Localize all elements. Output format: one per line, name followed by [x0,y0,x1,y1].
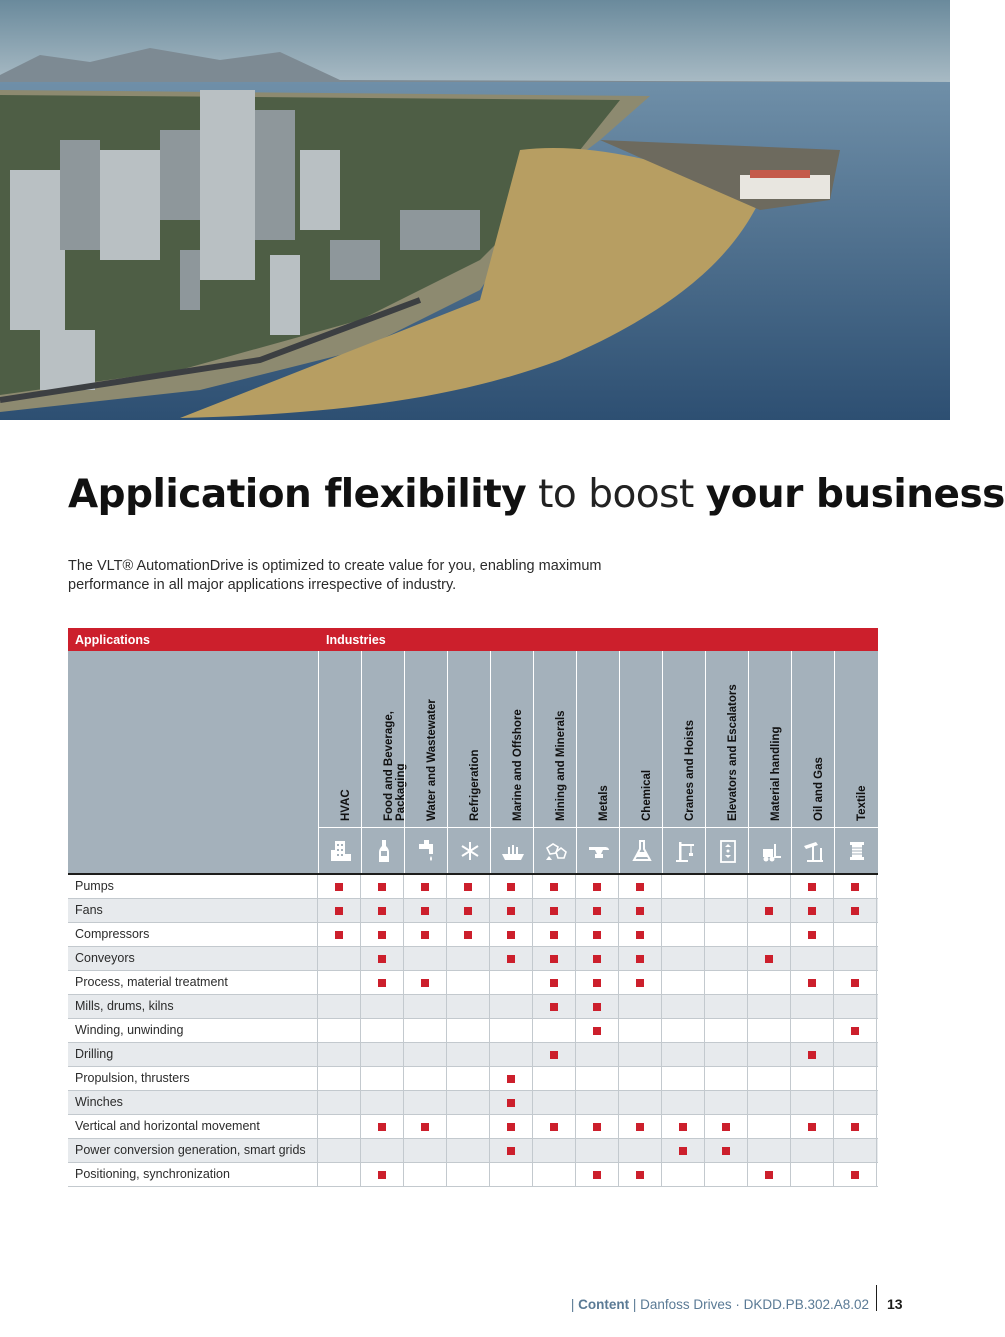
industry-label: Oil and Gas [813,757,825,821]
industry-divider [749,827,792,828]
empty-cell [318,1043,361,1066]
empty-cell [447,1067,490,1090]
minerals-icon [545,838,567,864]
industry-divider [577,827,620,828]
empty-cell [619,1043,662,1066]
applicable-marker [490,875,533,898]
industry-label: Chemical [641,769,653,821]
empty-cell [318,971,361,994]
industry-divider [405,827,448,828]
applicable-marker [490,1115,533,1138]
applicable-marker [576,1163,619,1186]
applicable-marker [834,899,877,922]
applicable-marker [533,1115,576,1138]
applicable-marker [619,971,662,994]
empty-cell [748,1019,791,1042]
bottle-icon [373,838,395,864]
applications-industries-table [68,628,878,1187]
table-row [68,1115,878,1138]
industry-label: Mining and Minerals [555,710,567,821]
application-label: Pumps [75,879,114,893]
empty-cell [576,1043,619,1066]
empty-cell [533,1091,576,1114]
industry-column-chemical [619,651,662,873]
industry-divider [620,827,663,828]
applicable-marker [533,875,576,898]
empty-cell [404,1163,447,1186]
application-label: Compressors [75,927,150,941]
application-label: Winches [75,1095,123,1109]
industries-header: Industries [326,633,386,647]
empty-cell [748,875,791,898]
empty-cell [619,995,662,1018]
empty-cell [490,1019,533,1042]
applicable-marker [834,971,877,994]
applicable-marker [404,1115,447,1138]
empty-cell [791,1163,834,1186]
applicable-marker [361,875,404,898]
empty-cell [447,1019,490,1042]
application-label: Power conversion generation, smart grids [75,1143,306,1157]
empty-cell [748,995,791,1018]
applicable-marker [748,947,791,970]
spool-icon [846,838,868,864]
empty-cell [705,1091,748,1114]
empty-cell [318,995,361,1018]
industry-column-marine-and-offshore [490,651,533,873]
empty-cell [361,1043,404,1066]
industry-label: Cranes and Hoists [684,720,696,821]
empty-cell [834,1139,877,1162]
empty-cell [318,1067,361,1090]
application-label: Mills, drums, kilns [75,999,174,1013]
applicable-marker [533,899,576,922]
applicable-marker [619,1115,662,1138]
empty-cell [361,1091,404,1114]
empty-cell [447,1139,490,1162]
industry-divider [534,827,577,828]
industry-divider [362,827,405,828]
applicable-marker [576,947,619,970]
industry-label: Metals [598,785,610,821]
empty-cell [748,1043,791,1066]
applicable-marker [361,971,404,994]
industry-divider [448,827,491,828]
applicable-marker [318,899,361,922]
applicable-marker [705,1139,748,1162]
applicable-marker [533,947,576,970]
applicable-marker [576,971,619,994]
empty-cell [662,947,705,970]
empty-cell [834,923,877,946]
industry-divider [319,827,362,828]
empty-cell [705,899,748,922]
table-row [68,1163,878,1186]
snowflake-icon [459,838,481,864]
empty-cell [318,1163,361,1186]
applicable-marker [447,923,490,946]
applicable-marker [361,1163,404,1186]
applicable-marker [318,875,361,898]
applicable-marker [834,1019,877,1042]
empty-cell [361,1139,404,1162]
empty-cell [834,1043,877,1066]
table-body [68,875,878,1187]
industry-divider [792,827,835,828]
empty-cell [834,947,877,970]
application-label: Propulsion, thrusters [75,1071,190,1085]
table-row [68,971,878,994]
applicable-marker [490,1067,533,1090]
empty-cell [662,1163,705,1186]
industry-header-band [68,651,878,873]
empty-cell [576,1067,619,1090]
empty-cell [791,1091,834,1114]
applicable-marker [662,1139,705,1162]
footer-text: | Content | Danfoss Drives · DKDD.PB.302.A8.02 [570,1297,869,1312]
title-part-light: to boost [538,472,694,517]
application-label: Process, material treatment [75,975,228,989]
empty-cell [662,1067,705,1090]
empty-cell [662,1043,705,1066]
empty-cell [533,1163,576,1186]
applicable-marker [748,1163,791,1186]
empty-cell [404,1067,447,1090]
anvil-icon [588,838,610,864]
applicable-marker [490,947,533,970]
empty-cell [748,1091,791,1114]
applicable-marker [361,923,404,946]
empty-cell [791,947,834,970]
applicable-marker [834,1163,877,1186]
industry-column-mining-and-minerals [533,651,576,873]
empty-cell [791,1019,834,1042]
empty-cell [619,1091,662,1114]
footer-document: Danfoss Drives · DKDD.PB.302.A8.02 [640,1297,869,1312]
empty-cell [748,971,791,994]
empty-cell [447,1043,490,1066]
empty-cell [619,1067,662,1090]
title-part-bold-2: your business [705,472,1005,517]
empty-cell [447,995,490,1018]
empty-cell [619,1019,662,1042]
empty-cell [705,971,748,994]
industry-divider [663,827,706,828]
industry-column-material-handling [748,651,791,873]
application-label: Fans [75,903,103,917]
empty-cell [533,1019,576,1042]
empty-cell [447,1163,490,1186]
empty-cell [404,1091,447,1114]
industry-column-water-and-wastewater [404,651,447,873]
applicable-marker [361,899,404,922]
empty-cell [318,947,361,970]
table-header [68,628,878,651]
industry-label: Refrigeration [469,749,481,821]
applicable-marker [791,923,834,946]
applicable-marker [404,971,447,994]
empty-cell [318,1115,361,1138]
applicable-marker [619,947,662,970]
empty-cell [447,1091,490,1114]
applicable-marker [576,899,619,922]
empty-cell [404,1019,447,1042]
applicable-marker [619,1163,662,1186]
ship-icon [502,838,524,864]
applicable-marker [318,923,361,946]
applicable-marker [791,1043,834,1066]
industry-divider [491,827,534,828]
applications-header: Applications [75,633,151,647]
empty-cell [447,971,490,994]
industry-label: Food and Beverage, Packaging [383,711,407,821]
page-number-divider [876,1285,877,1311]
industry-column-oil-and-gas [791,651,834,873]
applicable-marker [791,971,834,994]
empty-cell [705,1067,748,1090]
applicable-marker [576,923,619,946]
empty-cell [318,1019,361,1042]
empty-cell [490,971,533,994]
industry-column-refrigeration [447,651,490,873]
applicable-marker [619,875,662,898]
industry-label: Textile [856,785,868,821]
building-icon [330,838,352,864]
applicable-marker [576,1019,619,1042]
empty-cell [361,995,404,1018]
empty-cell [318,1091,361,1114]
table-row [68,947,878,970]
empty-cell [318,1139,361,1162]
applicable-marker [619,899,662,922]
applicable-marker [748,899,791,922]
applicable-marker [490,1091,533,1114]
flask-icon [631,838,653,864]
empty-cell [662,923,705,946]
empty-cell [490,995,533,1018]
applicable-marker [834,1115,877,1138]
application-label: Conveyors [75,951,135,965]
applicable-marker [576,1115,619,1138]
empty-cell [834,1091,877,1114]
title-part-bold-1: Application flexibility [68,472,527,517]
applicable-marker [533,995,576,1018]
applicable-marker [533,971,576,994]
table-row [68,1091,878,1114]
applicable-marker [447,875,490,898]
empty-cell [705,995,748,1018]
empty-cell [705,923,748,946]
applicable-marker [533,1043,576,1066]
applicable-marker [834,875,877,898]
empty-cell [619,1139,662,1162]
page-number: 13 [887,1296,903,1312]
empty-cell [748,1067,791,1090]
industry-column-elevators-and-escalators [705,651,748,873]
applicable-marker [576,995,619,1018]
empty-cell [662,971,705,994]
industry-column-metals [576,651,619,873]
empty-cell [361,1019,404,1042]
empty-cell [662,1019,705,1042]
table-row [68,899,878,922]
industry-column-hvac [318,651,361,873]
empty-cell [404,947,447,970]
applicable-marker [490,899,533,922]
table-row [68,875,878,898]
application-label: Positioning, synchronization [75,1167,230,1181]
applicable-marker [447,899,490,922]
industry-divider [706,827,749,828]
empty-cell [705,947,748,970]
empty-cell [404,995,447,1018]
empty-cell [705,1163,748,1186]
applicable-marker [490,1139,533,1162]
empty-cell [533,1067,576,1090]
empty-cell [662,899,705,922]
empty-cell [791,995,834,1018]
empty-cell [705,875,748,898]
industry-label: Marine and Offshore [512,709,524,821]
water-tap-icon [416,838,438,864]
intro-paragraph: The VLT® AutomationDrive is optimized to create value for you, enabling maximum performance in all major applications irrespective of industry. [68,558,602,593]
empty-cell [490,1163,533,1186]
empty-cell [447,1115,490,1138]
empty-cell [576,1091,619,1114]
table-row [68,923,878,946]
applicable-marker [404,899,447,922]
industry-column-food-and-beverage-packaging [361,651,407,873]
applicable-marker [404,875,447,898]
applicable-marker [576,875,619,898]
industry-label: Elevators and Escalators [727,684,739,821]
application-label: Drilling [75,1047,114,1061]
applicable-marker [490,923,533,946]
application-label: Winding, unwinding [75,1023,184,1037]
empty-cell [533,1139,576,1162]
applicable-marker [361,1115,404,1138]
industry-label: HVAC [340,789,352,821]
applicable-marker [791,1115,834,1138]
applicable-marker [361,947,404,970]
empty-cell [705,1043,748,1066]
applicable-marker [791,899,834,922]
empty-cell [662,1091,705,1114]
table-row [68,995,878,1018]
empty-cell [404,1043,447,1066]
row-divider [68,1186,878,1187]
applicable-marker [791,875,834,898]
table-row [68,1139,878,1162]
empty-cell [705,1019,748,1042]
industry-label: Water and Wastewater [426,699,438,821]
industry-column-cranes-and-hoists [662,651,705,873]
empty-cell [490,1043,533,1066]
footer-section: Content [578,1297,630,1312]
empty-cell [834,995,877,1018]
empty-cell [748,1115,791,1138]
applicable-marker [619,923,662,946]
page-title [68,472,1005,518]
empty-cell [748,923,791,946]
empty-cell [662,875,705,898]
forklift-icon [760,838,782,864]
applicable-marker [533,923,576,946]
table-row [68,1043,878,1066]
industry-divider [835,827,878,828]
applicable-marker [705,1115,748,1138]
empty-cell [791,1067,834,1090]
empty-cell [404,1139,447,1162]
applications-spacer [68,651,318,873]
applicable-marker [662,1115,705,1138]
applicable-marker [404,923,447,946]
empty-cell [576,1139,619,1162]
empty-cell [662,995,705,1018]
empty-cell [361,1067,404,1090]
application-label: Vertical and horizontal movement [75,1119,260,1133]
empty-cell [447,947,490,970]
table-row [68,1019,878,1042]
industry-column-textile [834,651,877,873]
hero-city-harbour-image [0,0,950,420]
empty-cell [791,1139,834,1162]
oil-pump-icon [803,838,825,864]
elevator-icon [717,838,739,864]
empty-cell [834,1067,877,1090]
empty-cell [748,1139,791,1162]
table-row [68,1067,878,1090]
industry-label: Material handling [770,726,782,821]
crane-icon [674,838,696,864]
